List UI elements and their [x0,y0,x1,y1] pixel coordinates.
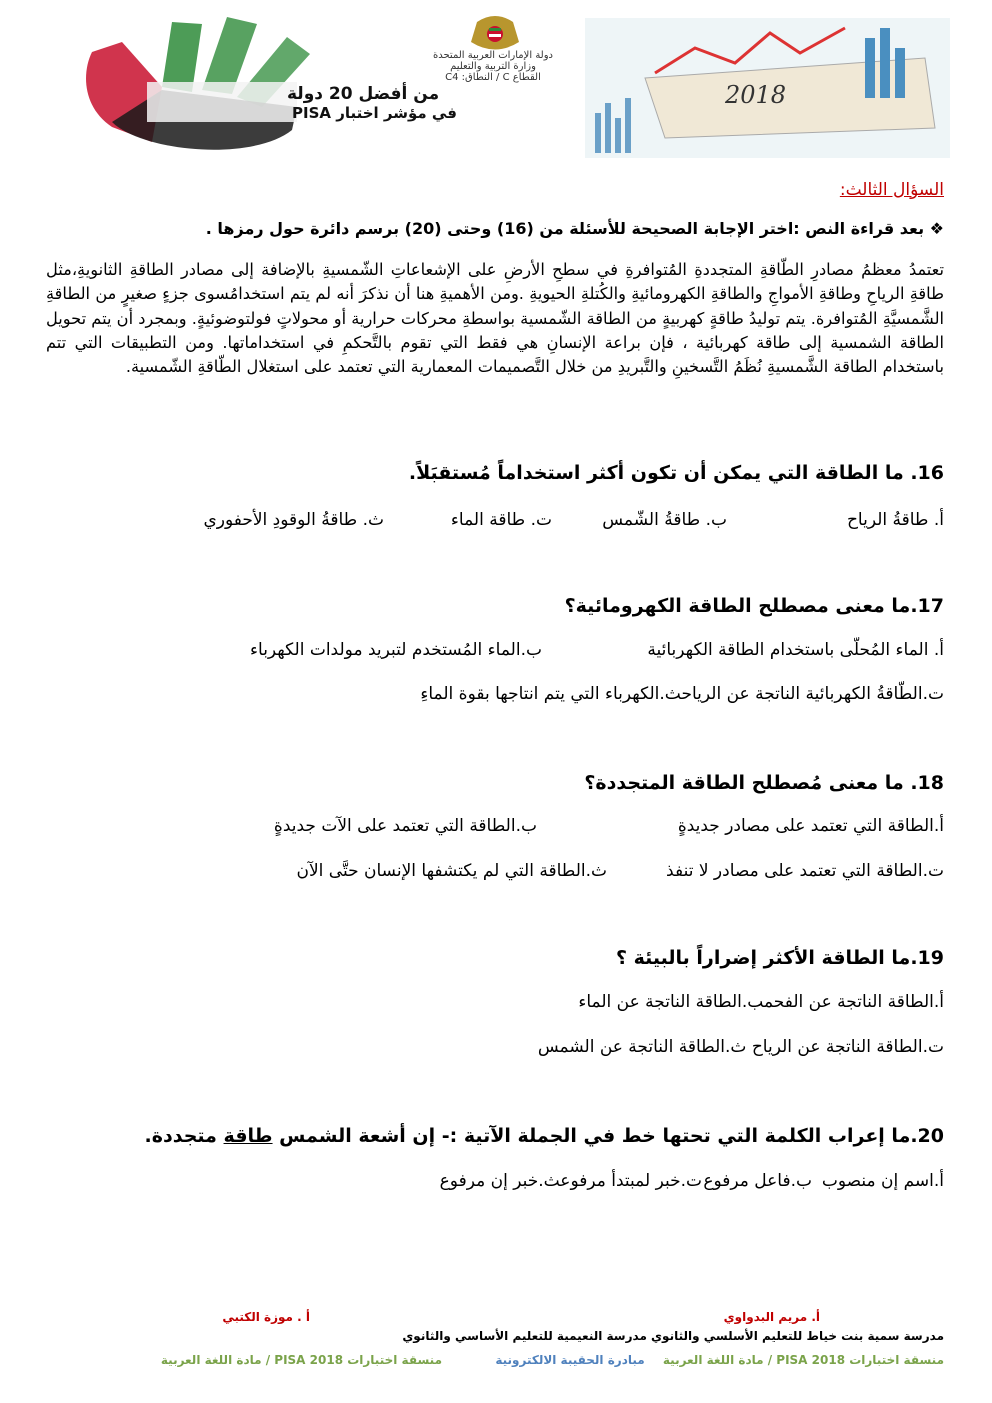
q20-title-suffix: متجددة. [144,1125,217,1147]
q19-option-ab[interactable]: أ.الطاقة الناتجة عن الفحمب.الطاقة الناتجة عن الماء [578,992,944,1012]
q20-option-b[interactable]: ب.فاعل مرفوع [703,1171,812,1191]
q20-title-prefix: 20.ما إعراب الكلمة التي تحتها خط في الجملة الآتية :- إن أشعة الشمس [279,1125,944,1147]
q18-option-d[interactable]: ث.الطاقة التي لم يكتشفها الإنسان حتَّى الآن [296,861,607,881]
logo-caption-line1: من أفضل 20 دولة [287,84,440,104]
q16-option-a[interactable]: أ. طاقةُ الرياح [846,510,944,530]
ministry-line1: دولة الإمارات العربية المتحدة [432,50,554,61]
instruction-text: بعد قراءة النص :اختر الإجابة الصحيحة للأسئلة من (16) وحتى (20) برسم دائرة حول رمزها . [205,219,925,238]
q20-underlined-word: طاقة [223,1125,273,1147]
chart-year: 2018 [725,81,787,109]
q20-option-cd[interactable]: ت.خبر لمبتدأ مرفوعث.خبر إن مرفوع [439,1171,702,1191]
question-19-title: 19.ما الطاقة الأكثر إضراراً بالبيئة ؟ [615,947,944,969]
question-18-title: 18. ما معنى مُصطلح الطاقة المتجددة؟ [584,772,944,794]
ministry-text [395,50,591,83]
schools-line: مدرسة سمية بنت خياط للتعليم الأسلسي والثانوي مدرسة النعيمية للتعليم الأساسي والثانوي [402,1329,944,1343]
q19-option-cd[interactable]: ت.الطاقة الناتجة عن الرياح ث.الطاقة الناتجة عن الشمس [537,1037,944,1057]
question-16-title: 16. ما الطاقة التي يمكن أن تكون أكثر استخداماً مُستقبَلاً. [408,462,944,484]
q16-option-d[interactable]: ث. طاقةُ الوقودِ الأحفوري [203,510,384,530]
question-17-title: 17.ما معنى مصطلح الطاقة الكهرومائية؟ [564,595,944,617]
q18-option-c[interactable]: ت.الطاقة التي تعتمد على مصادر لا تنفذ [666,861,944,881]
diamond-bullet-icon: ❖ [929,219,944,238]
author-left: أ . موزة الكتبي [222,1310,310,1324]
q17-option-a[interactable]: أ. الماء المُحلّى باستخدام الطاقة الكهربائية [647,640,944,660]
logo-caption-line2: في مؤشر اختبار PISA [292,104,457,122]
q17-option-b[interactable]: ب.الماء المُستخدم لتبريد مولدات الكهرباء [250,640,542,660]
ministry-line2: وزارة التربية والتعليم [450,61,536,72]
instruction [206,219,944,238]
footer-initiative: مبادرة الحقيبة الالكترونية [495,1353,645,1367]
q18-option-b[interactable]: ب.الطاقة التي تعتمد على الآت جديدةٍ [273,816,537,836]
ministry-line3: القطاع C / النطاق: C4 [445,72,541,83]
q18-option-a[interactable]: أ.الطاقة التي تعتمد على مصادر جديدةٍ [677,816,944,836]
section-title: السؤال الثالث: [839,180,944,200]
footer-right-notes [495,1353,944,1367]
q20-option-a[interactable]: أ.اسم إن منصوب [821,1171,944,1191]
question-20-title [145,1125,944,1147]
q17-option-cd[interactable]: ت.الطّاقةُ الكهربائية الناتجة عن الرياحث.الكهرباء التي يتم انتاجها بقوة الماءِ [420,684,944,704]
reading-passage: تعتمدُ معظمُ مصادرِ الطّاقةِ المتجددةِ المُتوافرةِ في سطحِ الأرضِ على الإشعاعاتِ الشّمسيةِ بالإضافة إلى مصادر الطاقةِ الثانويةِ،مثل طاقةِ الرياحِ وطاقةِ الأمواجِ والطاقةِ الكهرومائيةِ والكُتلةِ الحيويةِ .ومن الأهميةِ هنا أن نذكرَ أنه لم يتم استخدامُسوى جزءٍ صغيرٍ من الطاقةِ الشَّمسيَّةِ المُتوافرة. يتم توليدُ طاقةٍ كهربيةٍ من الطاقة الشّمسية بواسطةِ محركات حرارية أو محولاتٍ فولتوضوئيةٍ. وبمجرد أن يتم تحويل الطاقة الشمسية إلى طاقة كهربائية ، فإن براعة الإنسانِ هي فقط التي تقوم بالتَّحكمِ في استخداماتها. ومن التطبيقات التي تتم باستخدام الطاقة الشَّمسيةِ نُظَمُ التَّسخينِ والتَّبريدِ من خلال التَّصميمات المعمارية التي تعتمد على استغلال الطّاقةِ الشّمسية. [46,260,944,377]
pisa-hand-logo [52,12,457,162]
author-right: أ. مريم البدواوي [723,1310,820,1324]
q16-option-b[interactable]: ب. طاقةُ الشّمس [602,510,727,530]
q16-option-c[interactable]: ت. طاقة الماء [450,510,552,530]
footer-coordinator-left: منسقة اختبارات PISA 2018 / مادة اللغة العربية [160,1353,442,1367]
footer-coordinator-right: منسقة اختبارات PISA 2018 / مادة اللغة العربية [662,1353,944,1367]
header-chart-graphic [585,18,950,158]
